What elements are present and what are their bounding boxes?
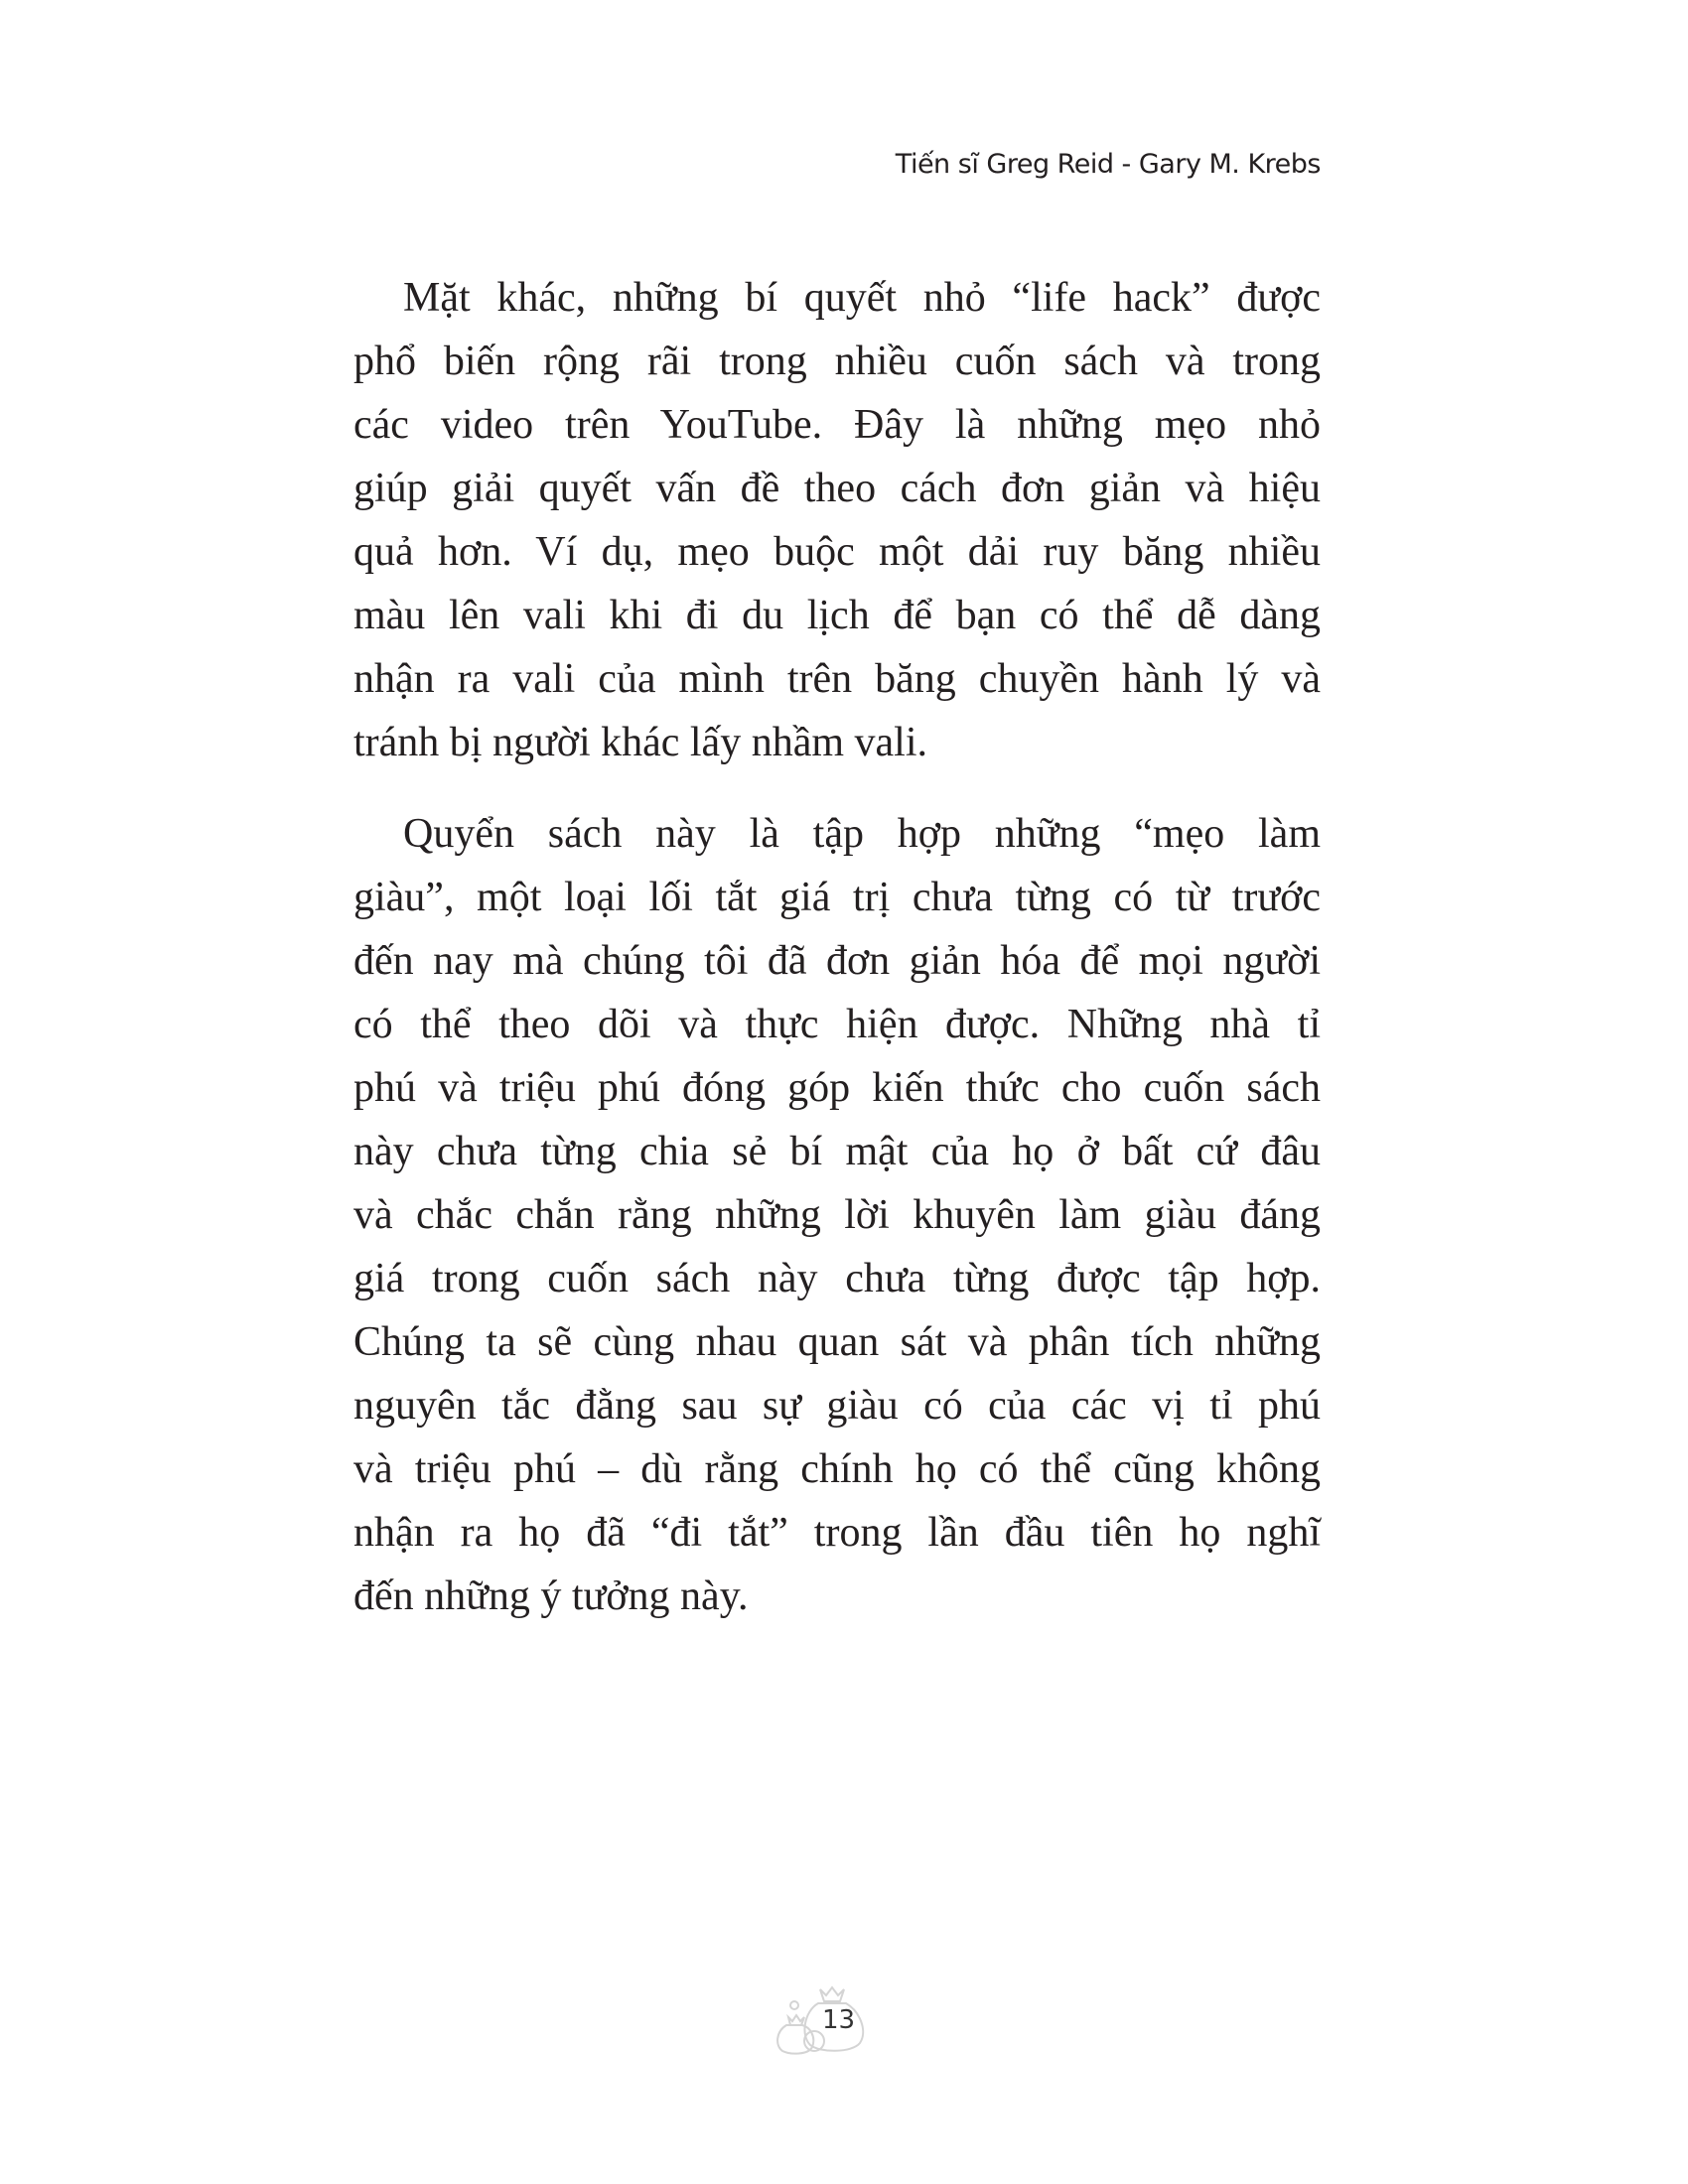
text-line: nguyên tắc đằng sau sự giàu có của các vị tỉ phú [353, 1383, 1321, 1429]
text-line: đến nay mà chúng tôi đã đơn giản hóa để mọi người [353, 938, 1321, 984]
running-header: Tiến sĩ Greg Reid - Gary M. Krebs [895, 149, 1321, 180]
text-line: và chắc chắn rằng những lời khuyên làm giàu đáng [353, 1192, 1321, 1238]
text-line: này chưa từng chia sẻ bí mật của họ ở bất cứ đâu [353, 1129, 1321, 1174]
page-number: 13 [822, 2005, 856, 2035]
text-line: có thể theo dõi và thực hiện được. Những nhà tỉ [353, 1002, 1321, 1047]
text-line: phổ biến rộng rãi trong nhiều cuốn sách và trong [353, 339, 1321, 384]
paragraph-2 [353, 802, 1321, 1628]
text-line: phú và triệu phú đóng góp kiến thức cho cuốn sách [353, 1065, 1321, 1111]
text-line: màu lên vali khi đi du lịch để bạn có thể dễ dàng [353, 593, 1321, 638]
text-line: giúp giải quyết vấn đề theo cách đơn giản và hiệu [353, 466, 1321, 511]
text-line: quả hơn. Ví dụ, mẹo buộc một dải ruy băng nhiều [353, 529, 1321, 575]
text-line: đến những ý tưởng này. [353, 1573, 749, 1619]
text-line: tránh bị người khác lấy nhầm vali. [353, 720, 927, 765]
page-number-footer [765, 1976, 884, 2055]
text-line: giá trong cuốn sách này chưa từng được tập hợp. [353, 1256, 1321, 1301]
text-line: Mặt khác, những bí quyết nhỏ “life hack” được [403, 275, 1321, 321]
text-line: các video trên YouTube. Đây là những mẹo nhỏ [353, 402, 1321, 448]
text-line: Quyển sách này là tập hợp những “mẹo làm [403, 811, 1321, 857]
text-line: nhận ra vali của mình trên băng chuyền hành lý và [353, 656, 1321, 702]
text-line: nhận ra họ đã “đi tắt” trong lần đầu tiên họ nghĩ [353, 1510, 1321, 1556]
text-line: Chúng ta sẽ cùng nhau quan sát và phân tích những [353, 1319, 1321, 1365]
text-line: giàu”, một loại lối tắt giá trị chưa từng có từ trước [353, 875, 1321, 920]
paragraph-1 [353, 266, 1321, 774]
text-line: và triệu phú – dù rằng chính họ có thể cũng không [353, 1446, 1321, 1492]
